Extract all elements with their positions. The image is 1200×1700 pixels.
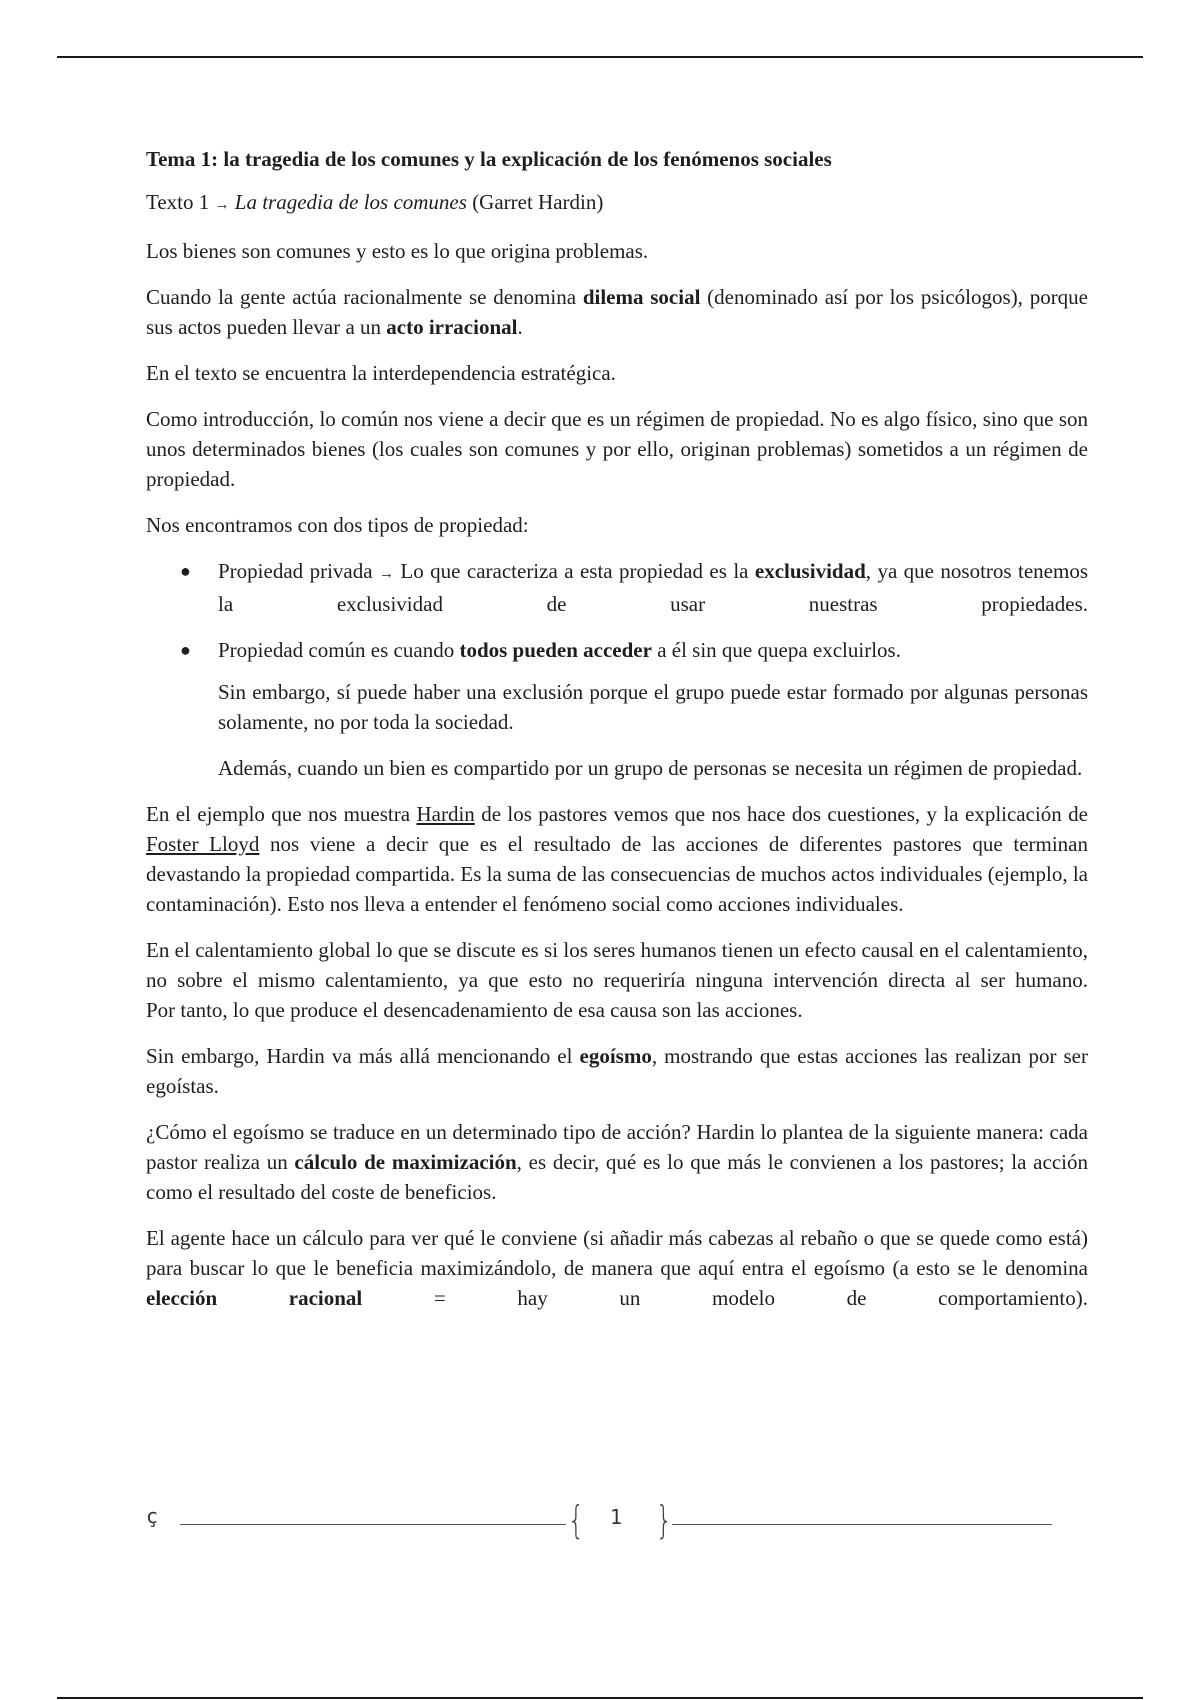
paragraph-2: Cuando la gente actúa racionalmente se denomina dilema social (denominado así por los psicólogos), porque sus actos pueden llevar a un acto irracional. bbox=[146, 285, 1089, 339]
term-dilema-social: dilema social bbox=[582, 285, 701, 309]
footer-rule bbox=[57, 1697, 1143, 1699]
list-item: ● Propiedad privada → Lo que caracteriza a esta propiedad es la exclusividad, ya que nosotros tenemos la exclusividad de usar nuestras propiedades. bbox=[146, 556, 1088, 619]
page-footer bbox=[146, 1498, 1056, 1542]
document-page bbox=[146, 144, 1088, 1329]
paragraph-5: Nos encontramos con dos tipos de propiedad: bbox=[146, 513, 529, 537]
paragraph-7: En el calentamiento global lo que se discute es si los seres humanos tienen un efecto causal en el calentamiento, no sobre el mismo calentamiento, ya que esto no requeriría ninguna intervención directa al ser humano. Por tanto, lo que produce el desencadenamiento de esa causa son las acciones. bbox=[146, 938, 1088, 1022]
text-ref-author: (Garret Hardin) bbox=[472, 190, 604, 214]
text-reference bbox=[146, 187, 1088, 220]
paragraph-9: ¿Cómo el egoísmo se traduce en un determinado tipo de acción? Hardin lo plantea de la siguiente manera: cada pastor realiza un cálculo de maximización, es decir, qué es lo que más le convienen a los pastores; la acción como el resultado del coste de beneficios. bbox=[146, 1120, 1088, 1204]
footer-divider-right bbox=[672, 1524, 1052, 1525]
term-calculo-maximizacion: cálculo de maximización bbox=[294, 1150, 517, 1174]
list-item: ● Propiedad común es cuando todos pueden acceder a él sin que quepa excluirlos. bbox=[146, 635, 1088, 665]
page-number: 1 bbox=[610, 1505, 623, 1529]
term-todos-pueden-acceder: todos pueden acceder bbox=[459, 638, 652, 662]
arrow-icon: → bbox=[214, 197, 230, 213]
term-acto-irracional: acto irracional bbox=[386, 315, 518, 339]
paragraph-10: El agente hace un cálculo para ver qué le conviene (si añadir más cabezas al rebaño o que se quede como está) para buscar lo que le beneficia maximizándolo, de manera que aquí entra el egoísmo (a esto se le denomina elección racional = hay un modelo de comportamiento). bbox=[146, 1226, 1088, 1310]
term-exclusividad: exclusividad bbox=[754, 559, 866, 583]
sub-paragraph-1: Sin embargo, sí puede haber una exclusión porque el grupo puede estar formado por algunas personas solamente, no por toda la sociedad. bbox=[218, 680, 1088, 734]
footer-mark: ç bbox=[146, 1504, 159, 1528]
text-ref-prefix: Texto 1 bbox=[146, 190, 210, 214]
left-brace-icon: { bbox=[567, 1498, 585, 1542]
term-eleccion-racional: elección racional bbox=[146, 1286, 363, 1310]
bullet-icon: ● bbox=[180, 561, 191, 581]
arrow-icon: → bbox=[378, 566, 394, 582]
paragraph-6: En el ejemplo que nos muestra Hardin de los pastores vemos que nos hace dos cuestiones, y la explicación de Foster Lloyd nos viene a decir que es el resultado de las acciones de diferentes pastores que terminan devastando la propiedad compartida. Es la suma de las consecuencias de muchos actos individuales (ejemplo, la contaminación). Esto nos lleva a entender el fenómeno social como acciones individuales. bbox=[146, 802, 1088, 916]
paragraph-8: Sin embargo, Hardin va más allá mencionando el egoísmo, mostrando que estas acciones las realizan por ser egoístas. bbox=[146, 1044, 1088, 1098]
property-types-list bbox=[146, 556, 1088, 665]
term-egoismo: egoísmo bbox=[579, 1044, 652, 1068]
footer-divider-left bbox=[180, 1524, 566, 1525]
document-heading: Tema 1: la tragedia de los comunes y la explicación de los fenómenos sociales bbox=[146, 147, 832, 171]
sub-paragraph-2: Además, cuando un bien es compartido por un grupo de personas se necesita un régimen de propiedad. bbox=[218, 756, 1083, 780]
paragraph-4: Como introducción, lo común nos viene a decir que es un régimen de propiedad. No es algo físico, sino que son unos determinados bienes (los cuales son comunes y por ello, originan problemas) sometidos a un régimen de propiedad. bbox=[146, 407, 1088, 491]
paragraph-3: En el texto se encuentra la interdependencia estratégica. bbox=[146, 361, 616, 385]
right-brace-icon: } bbox=[655, 1498, 673, 1542]
text-ref-title: La tragedia de los comunes bbox=[234, 190, 467, 214]
bullet-icon: ● bbox=[180, 640, 191, 660]
paragraph-1: Los bienes son comunes y esto es lo que origina problemas. bbox=[146, 239, 649, 263]
header-rule bbox=[57, 56, 1143, 58]
name-foster-lloyd: Foster Lloyd bbox=[146, 832, 260, 856]
name-hardin: Hardin bbox=[416, 802, 475, 826]
